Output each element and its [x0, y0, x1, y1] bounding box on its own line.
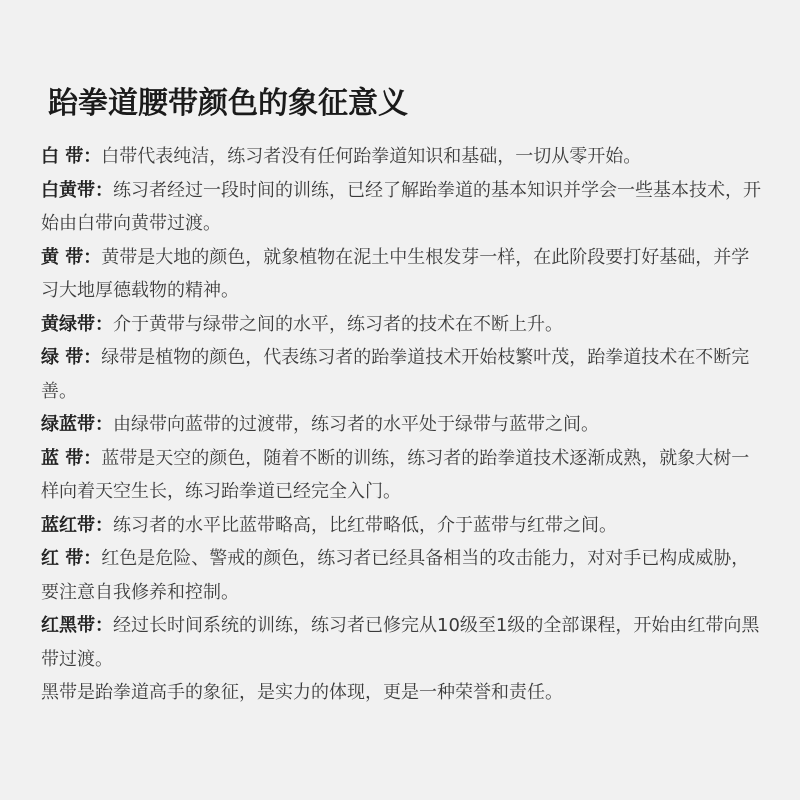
belt-description: 绿带是植物的颜色，代表练习者的跆拳道技术开始枝繁叶茂，跆拳道技术在不断完善。 [41, 347, 750, 402]
belt-entry-black: 黑带是跆拳道高手的象征，是实力的体现，更是一种荣誉和责任。 [41, 682, 563, 703]
belt-label: 红黑带 [41, 615, 95, 636]
label-separator: ： [95, 179, 113, 201]
belt-entry-yellow [41, 241, 764, 308]
label-separator: ： [95, 615, 113, 636]
belt-description: 经过长时间系统的训练，练习者已修完从10级至1级的全部课程，开始由红带向黑带过渡。 [41, 615, 760, 670]
belt-description: 红色是危险、警戒的颜色，练习者已经具备相当的攻击能力，对对手已构成威胁，要注意自我修养和控制。 [41, 548, 750, 603]
belt-label: 白 带 [41, 146, 84, 167]
belt-entry-blue [41, 442, 764, 509]
belt-label: 黄 带 [41, 246, 84, 268]
belt-entry-yellow-green [41, 308, 764, 342]
label-separator: ： [83, 548, 102, 569]
page-title: 跆拳道腰带颜色的象征意义 [48, 86, 408, 121]
belt-description: 由绿带向蓝带的过渡带，练习者的水平处于绿带与蓝带之间。 [113, 414, 599, 435]
label-separator: ： [83, 146, 102, 167]
label-separator: ： [83, 447, 102, 469]
belt-label: 蓝红带 [41, 514, 95, 536]
belt-description: 白带代表纯洁，练习者没有任何跆拳道知识和基础，一切从零开始。 [101, 146, 642, 167]
belt-entry-blue-red [41, 509, 764, 543]
belt-label: 白黄带 [41, 179, 95, 201]
belt-label: 绿蓝带 [41, 414, 95, 435]
belt-description: 黄带是大地的颜色，就象植物在泥土中生根发芽一样，在此阶段要打好基础，并学习大地厚德载物的精神。 [41, 246, 750, 301]
belt-entries [41, 140, 764, 710]
belt-label: 蓝 带 [41, 447, 84, 469]
belt-entry-white-yellow [41, 174, 764, 241]
belt-entry-white [41, 140, 764, 174]
label-separator: ： [95, 414, 113, 435]
belt-description: 练习者的水平比蓝带略高，比红带略低，介于蓝带与红带之间。 [113, 514, 617, 536]
belt-label: 绿 带 [41, 347, 84, 368]
belt-description: 练习者经过一段时间的训练，已经了解跆拳道的基本知识并学会一些基本技术，开始由白带向黄带过渡。 [41, 179, 761, 234]
belt-label: 黄绿带 [41, 313, 95, 335]
belt-entry-red-black [41, 609, 764, 676]
belt-description: 介于黄带与绿带之间的水平，练习者的技术在不断上升。 [113, 313, 563, 335]
belt-entry-red [41, 542, 764, 609]
label-separator: ： [83, 246, 102, 268]
belt-entry-green [41, 341, 764, 408]
belt-description: 蓝带是天空的颜色，随着不断的训练，练习者的跆拳道技术逐渐成熟，就象大树一样向着天空生长，练习跆拳道已经完全入门。 [41, 447, 750, 502]
belt-label: 红 带 [41, 548, 84, 569]
label-separator: ： [95, 514, 113, 536]
label-separator: ： [95, 313, 113, 335]
belt-entry-green-blue [41, 408, 764, 442]
label-separator: ： [83, 347, 102, 368]
